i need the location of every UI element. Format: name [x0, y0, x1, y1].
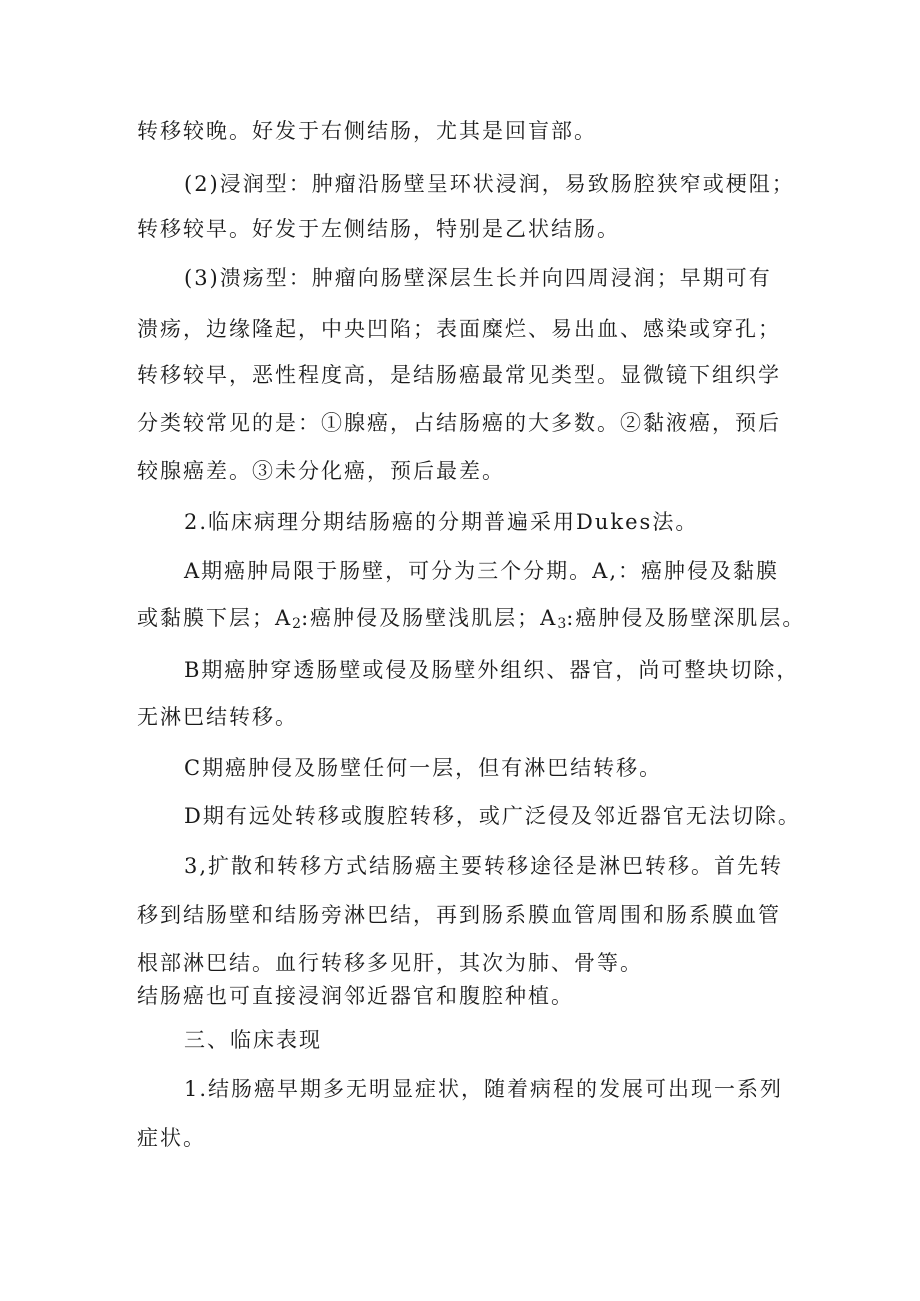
- text-line: C期癌肿侵及肠壁任何一层，但有淋巴结转移。: [184, 756, 663, 780]
- text-line: 3,扩散和转移方式结肠癌主要转移途径是淋巴转移。首先转: [184, 854, 784, 878]
- text-line: A期癌肿局限于肠壁，可分为三个分期。A,：癌肿侵及黏膜: [184, 559, 780, 583]
- text-segment: :癌肿侵及肠壁深肌层。: [566, 606, 806, 630]
- text-line: 转移较晚。好发于右侧结肠，尤其是回盲部。: [137, 119, 597, 143]
- subscript: 3: [557, 616, 567, 632]
- text-line: 2.临床病理分期结肠癌的分期普遍采用Dukes法。: [184, 510, 699, 534]
- text-segment: 或黏膜下层；A: [137, 606, 293, 630]
- section-heading: 三、临床表现: [184, 1028, 322, 1052]
- text-line: 转移较早。好发于左侧结肠，特别是乙状结肠。: [137, 217, 620, 241]
- text-segment: :癌肿侵及肠壁浅肌层；A: [301, 606, 558, 630]
- text-line: 溃疡，边缘隆起，中央凹陷；表面糜烂、易出血、感染或穿孔；: [137, 317, 781, 341]
- text-line: (2)浸润型：肿瘤沿肠壁呈环状浸润，易致肠腔狭窄或梗阻；: [184, 172, 795, 196]
- text-line: 较腺癌差。③未分化癌，预后最差。: [137, 459, 505, 483]
- text-line: 移到结肠壁和结肠旁淋巴结，再到肠系膜血管周围和肠系膜血管: [137, 903, 781, 927]
- text-line: 1.结肠癌早期多无明显症状，随着病程的发展可出现一系列: [184, 1077, 784, 1101]
- text-line: 分类较常见的是：①腺癌，占结肠癌的大多数。②黏液癌，预后: [137, 411, 781, 435]
- text-line: B期癌肿穿透肠壁或侵及肠壁外组织、器官，尚可整块切除，: [184, 658, 800, 682]
- text-line: 结肠癌也可直接浸润邻近器官和腹腔种植。: [137, 984, 574, 1008]
- text-line: D期有远处转移或腹腔转移，或广泛侵及邻近器官无法切除。: [184, 804, 801, 828]
- text-line: 根部淋巴结。血行转移多见肝，其次为肺、骨等。: [137, 951, 643, 975]
- text-line: [137, 608, 805, 631]
- text-line: (3)溃疡型：肿瘤向肠壁深层生长并向四周浸润；早期可有: [184, 266, 772, 290]
- text-line: 无淋巴结转移。: [137, 705, 298, 729]
- text-line: 转移较早，恶性程度高，是结肠癌最常见类型。显微镜下组织学: [137, 363, 781, 387]
- subscript: 2: [292, 616, 302, 632]
- text-line: 症状。: [137, 1126, 206, 1150]
